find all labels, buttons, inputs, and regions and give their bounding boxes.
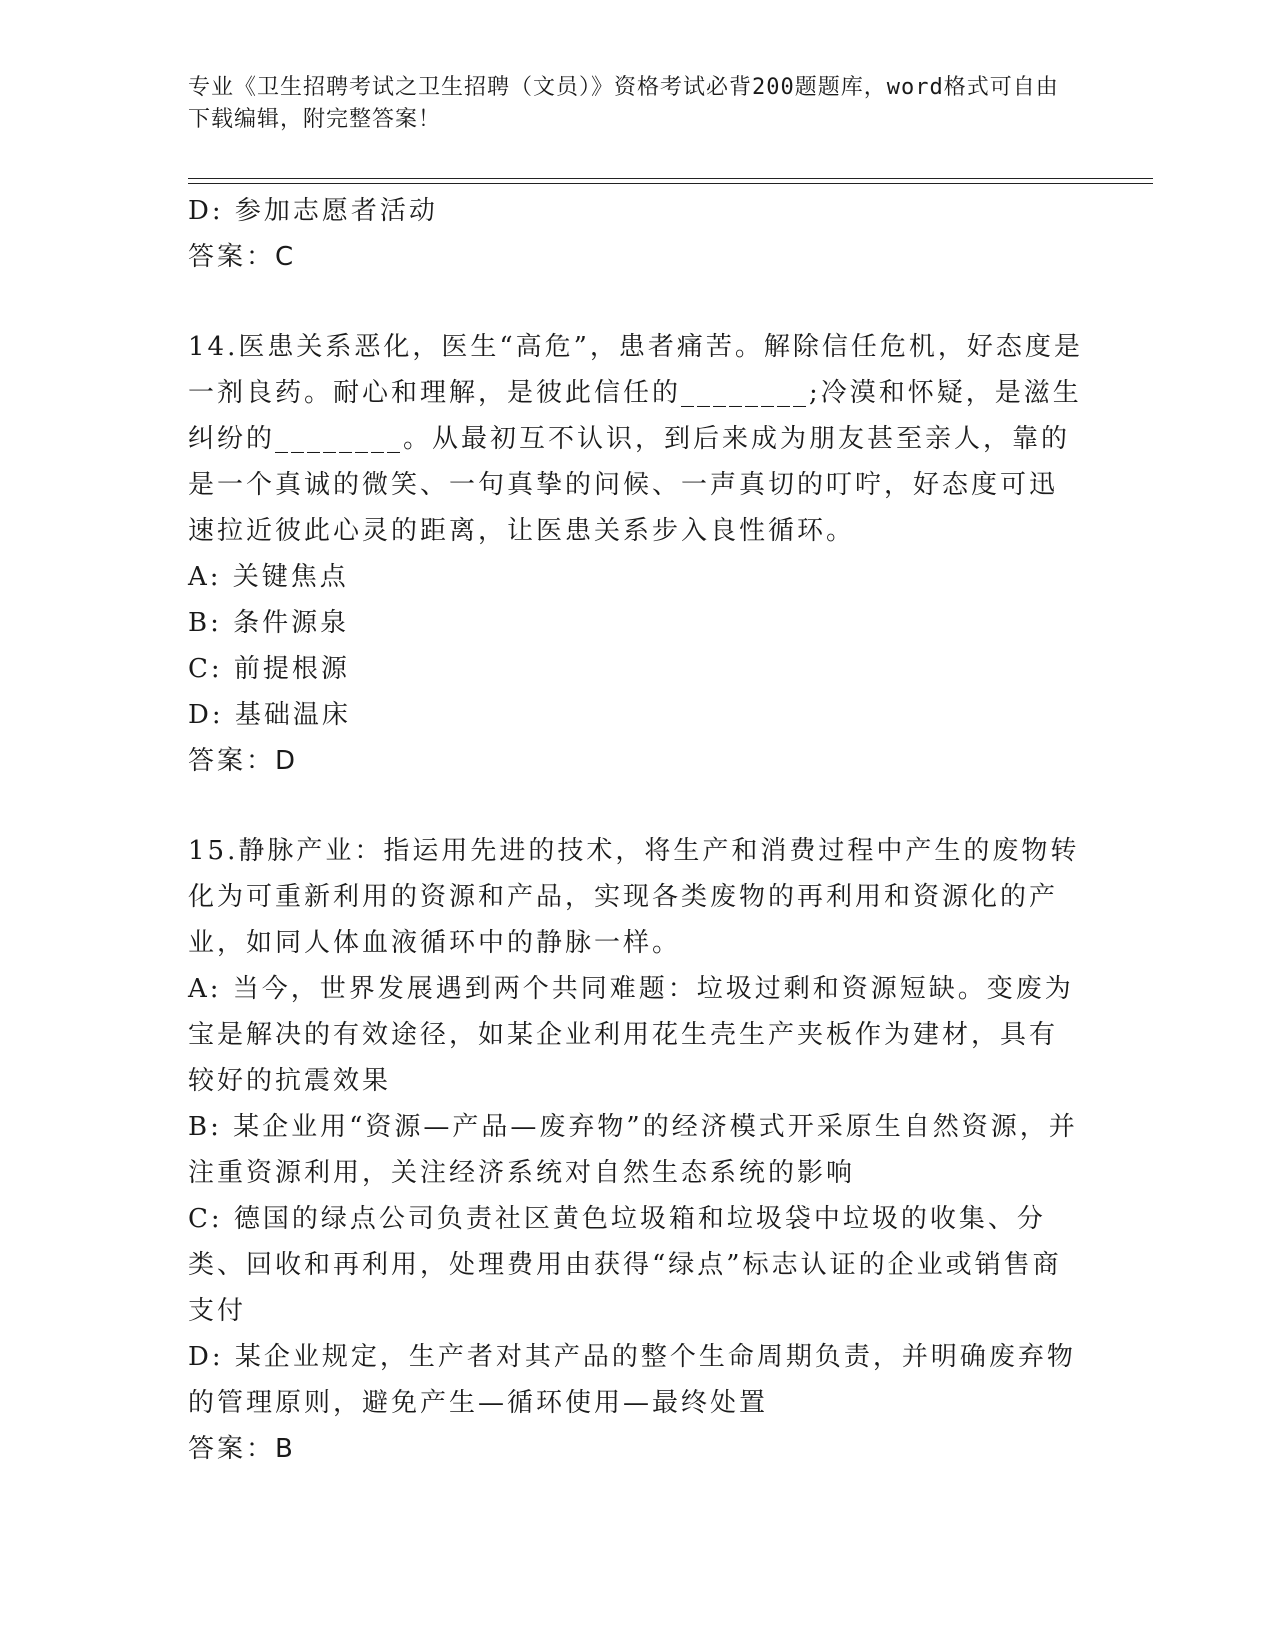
prev-answer: 答案：C xyxy=(188,242,297,272)
option-d: D: 基础温床 xyxy=(188,700,351,730)
question-14 xyxy=(188,324,1083,784)
question-stem: 14.医患关系恶化，医生“高危”，患者痛苦。解除信任危机，好态度是一剂良药。耐心和理解，是彼此信任的________;冷漠和怀疑，是滋生纠纷的________。从最初互不认识，到后来成为朋友甚至亲人，靠的是一个真诚的微笑、一句真挚的问候、一声真切的叮咛，好态度可迅速拉近彼此心灵的距离，让医患关系步入良性循环。 xyxy=(188,332,1083,546)
answer: 答案：D xyxy=(188,746,299,776)
question-15 xyxy=(188,828,1083,1472)
option-c: C: 德国的绿点公司负责社区黄色垃圾箱和垃圾袋中垃圾的收集、分类、回收和再利用，处理费用由获得“绿点”标志认证的企业或销售商支付 xyxy=(188,1204,1062,1326)
document-body xyxy=(188,188,1083,1472)
question-stem: 15.静脉产业：指运用先进的技术，将生产和消费过程中产生的废物转化为可重新利用的资源和产品，实现各类废物的再利用和资源化的产业，如同人体血液循环中的静脉一样。 xyxy=(188,836,1080,958)
option-a: A: 当今，世界发展遇到两个共同难题：垃圾过剩和资源短缺。变废为宝是解决的有效途径，如某企业利用花生壳生产夹板作为建材，具有较好的抗震效果 xyxy=(188,974,1074,1096)
option-b: B: 某企业用“资源—产品—废弃物”的经济模式开采原生自然资源，并注重资源利用，关注经济系统对自然生态系统的影响 xyxy=(188,1112,1078,1188)
option-a: A: 关键焦点 xyxy=(188,562,349,592)
prev-option-d: D: 参加志愿者活动 xyxy=(188,196,438,226)
answer: 答案：B xyxy=(188,1434,296,1464)
option-c: C: 前提根源 xyxy=(188,654,350,684)
page-header: 专业《卫生招聘考试之卫生招聘（文员）》资格考试必背200题题库，word格式可自由下载编辑，附完整答案！ xyxy=(188,75,1059,132)
header-divider xyxy=(188,178,1153,184)
option-b: B: 条件源泉 xyxy=(188,608,350,638)
option-d: D: 某企业规定，生产者对其产品的整个生命周期负责，并明确废弃物的管理原则，避免产生—循环使用—最终处置 xyxy=(188,1342,1076,1418)
